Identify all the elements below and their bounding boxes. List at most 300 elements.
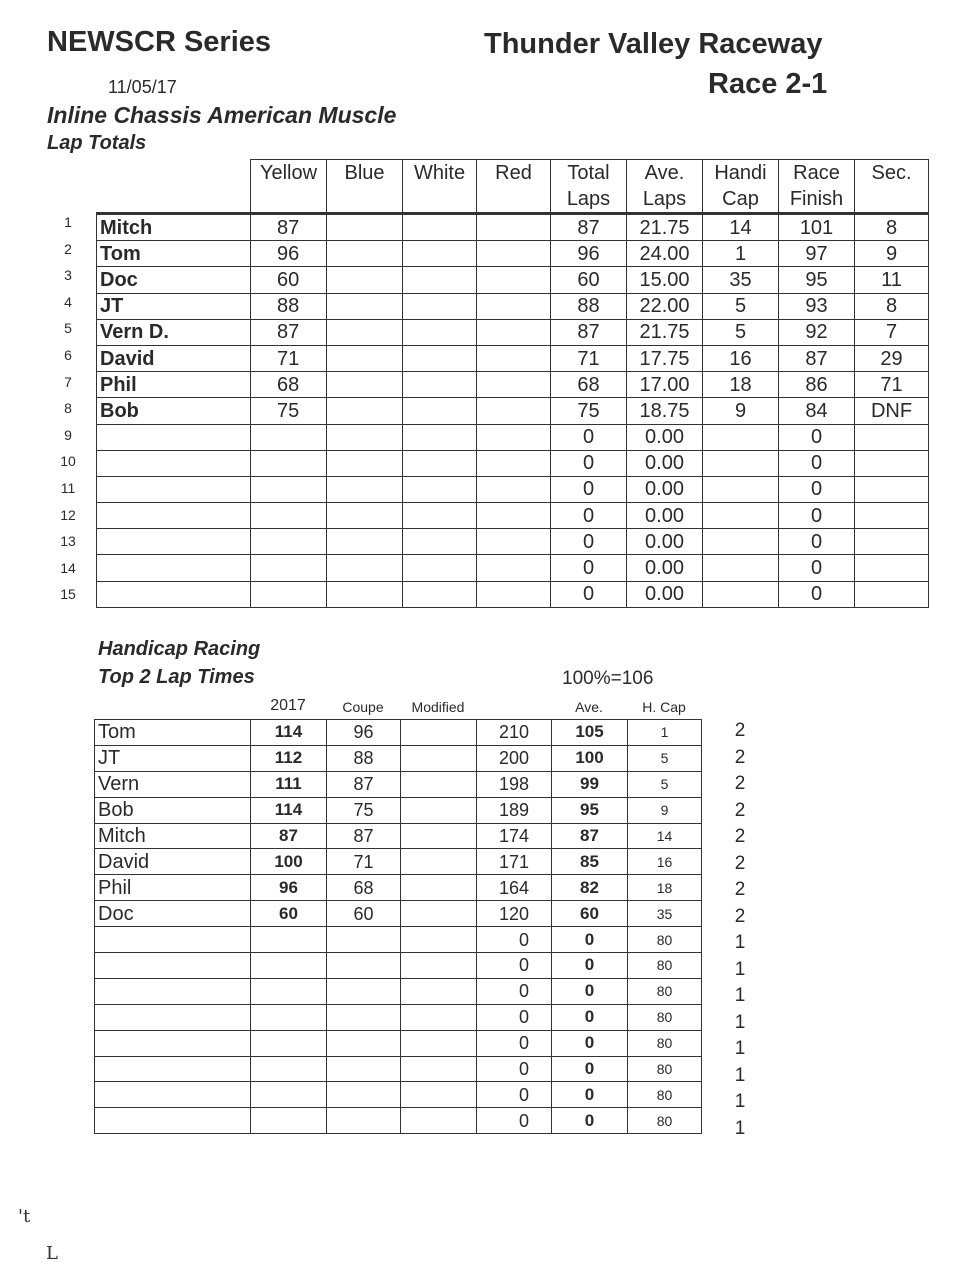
cell-modified xyxy=(401,823,477,849)
cell-total: 87 xyxy=(551,214,627,241)
column-header xyxy=(403,160,477,214)
row-number: 2 xyxy=(64,240,72,257)
percent-note: 100%=106 xyxy=(562,668,654,689)
row-count: 1 xyxy=(734,1064,746,1086)
cell-blue xyxy=(327,555,403,581)
cell-ave: 0 xyxy=(552,1108,628,1134)
cell-2017 xyxy=(251,953,327,979)
cell-2017: 111 xyxy=(251,771,327,797)
cell-ave: 0.00 xyxy=(627,529,703,555)
cell-2017 xyxy=(251,978,327,1004)
row-count: 1 xyxy=(734,1117,746,1139)
cell-sec: 8 xyxy=(855,293,929,319)
column-header xyxy=(627,160,703,214)
cell-coupe: 88 xyxy=(327,745,401,771)
cell-total: 0 xyxy=(477,978,552,1004)
cell-coupe: 60 xyxy=(327,901,401,927)
col-ave-header: Ave. xyxy=(575,699,603,715)
cell-total: 60 xyxy=(551,267,627,293)
cell-2017 xyxy=(251,1004,327,1030)
cell-2017: 114 xyxy=(251,720,327,746)
column-header-line1: White xyxy=(413,162,466,184)
cell-handicap: 18 xyxy=(703,372,779,398)
table-row xyxy=(95,745,702,771)
cell-total: 171 xyxy=(477,849,552,875)
cell-modified xyxy=(401,771,477,797)
table-row xyxy=(95,1082,702,1108)
cell-sec: 11 xyxy=(855,267,929,293)
cell-total: 0 xyxy=(551,581,627,607)
cell-coupe xyxy=(327,1056,401,1082)
cell-ave: 0 xyxy=(552,1082,628,1108)
cell-white xyxy=(403,476,477,502)
cell-yellow: 68 xyxy=(251,372,327,398)
cell-total: 0 xyxy=(551,450,627,476)
cell-red xyxy=(477,555,551,581)
cell-total: 88 xyxy=(551,293,627,319)
cell-total: 174 xyxy=(477,823,552,849)
table-row xyxy=(95,771,702,797)
row-count: 2 xyxy=(734,826,746,847)
cell-red xyxy=(477,476,551,502)
cell-ave: 0.00 xyxy=(627,503,703,529)
row-count: 1 xyxy=(734,985,746,1006)
cell-coupe xyxy=(327,978,401,1004)
cell-modified xyxy=(401,797,477,823)
cell-coupe: 96 xyxy=(327,720,401,746)
row-number: 5 xyxy=(64,320,72,337)
driver-name: Doc xyxy=(97,267,251,293)
driver-name: JT xyxy=(97,293,251,319)
cell-yellow xyxy=(251,424,327,450)
cell-2017: 100 xyxy=(251,849,327,875)
cell-finish: 92 xyxy=(779,319,855,345)
cell-red xyxy=(477,503,551,529)
cell-blue xyxy=(327,398,403,424)
cell-sec xyxy=(855,581,929,607)
cell-total: 198 xyxy=(477,771,552,797)
cell-handicap: 35 xyxy=(703,267,779,293)
cell-red xyxy=(477,319,551,345)
cell-sec: 7 xyxy=(855,319,929,345)
cell-hcap: 80 xyxy=(628,953,702,979)
cell-hcap: 80 xyxy=(628,1030,702,1056)
table-row xyxy=(97,581,929,607)
table-row xyxy=(97,476,929,502)
column-header xyxy=(551,160,627,214)
header-blank xyxy=(97,160,251,214)
table-row xyxy=(95,720,702,746)
table-row xyxy=(97,555,929,581)
cell-modified xyxy=(401,1082,477,1108)
cell-total: 0 xyxy=(477,1056,552,1082)
column-header xyxy=(779,160,855,214)
cell-yellow: 87 xyxy=(251,214,327,241)
cell-red xyxy=(477,450,551,476)
cell-modified xyxy=(401,875,477,901)
cell-ave: 95 xyxy=(552,797,628,823)
cell-total: 71 xyxy=(551,345,627,371)
driver-name: Bob xyxy=(95,797,251,823)
cell-white xyxy=(403,319,477,345)
table-row xyxy=(97,214,929,241)
row-number: 6 xyxy=(64,347,72,363)
cell-hcap: 9 xyxy=(628,797,702,823)
table-row xyxy=(97,450,929,476)
column-header xyxy=(855,160,929,214)
cell-handicap: 9 xyxy=(703,398,779,424)
cell-hcap: 5 xyxy=(628,745,702,771)
cell-ave: 0 xyxy=(552,1056,628,1082)
cell-sec xyxy=(855,529,929,555)
cell-handicap: 5 xyxy=(703,293,779,319)
cell-sec: 71 xyxy=(855,372,929,398)
cell-blue xyxy=(327,503,403,529)
section-lap-totals: Lap Totals xyxy=(47,132,147,154)
cell-total: 0 xyxy=(477,927,552,953)
cell-modified xyxy=(401,901,477,927)
table-row xyxy=(97,293,929,319)
driver-name: David xyxy=(95,849,251,875)
table-row xyxy=(97,424,929,450)
column-header xyxy=(703,160,779,214)
row-number: 14 xyxy=(60,559,76,576)
table-row xyxy=(97,241,929,267)
cell-ave: 0 xyxy=(552,978,628,1004)
cell-ave: 21.75 xyxy=(627,214,703,241)
cell-coupe: 75 xyxy=(327,797,401,823)
cell-ave: 22.00 xyxy=(627,293,703,319)
cell-finish: 86 xyxy=(779,372,855,398)
cell-ave: 0 xyxy=(552,927,628,953)
table-row xyxy=(97,503,929,529)
column-header-line2: Cap xyxy=(722,188,759,210)
cell-total: 68 xyxy=(551,372,627,398)
driver-name xyxy=(97,581,251,607)
margin-mark-2: L xyxy=(46,1243,58,1264)
table-row xyxy=(95,978,702,1004)
cell-handicap: 14 xyxy=(703,214,779,241)
cell-white xyxy=(403,214,477,241)
col-2017-header: 2017 xyxy=(270,697,306,714)
cell-sec xyxy=(855,476,929,502)
table-row xyxy=(97,529,929,555)
cell-hcap: 5 xyxy=(628,771,702,797)
cell-coupe xyxy=(327,927,401,953)
cell-ave: 87 xyxy=(552,823,628,849)
cell-yellow xyxy=(251,476,327,502)
table-row xyxy=(95,1108,702,1134)
cell-hcap: 18 xyxy=(628,875,702,901)
row-count: 1 xyxy=(734,958,746,980)
driver-name: Vern xyxy=(95,771,251,797)
cell-white xyxy=(403,581,477,607)
row-number: 10 xyxy=(60,453,76,470)
cell-ave: 100 xyxy=(552,745,628,771)
cell-yellow xyxy=(251,450,327,476)
cell-total: 0 xyxy=(477,1030,552,1056)
row-number: 8 xyxy=(64,400,72,417)
cell-handicap: 1 xyxy=(703,241,779,267)
cell-finish: 95 xyxy=(779,267,855,293)
driver-name xyxy=(95,1082,251,1108)
cell-2017: 96 xyxy=(251,875,327,901)
driver-name: Phil xyxy=(95,875,251,901)
cell-finish: 97 xyxy=(779,241,855,267)
cell-hcap: 80 xyxy=(628,1108,702,1134)
cell-blue xyxy=(327,345,403,371)
cell-total: 75 xyxy=(551,398,627,424)
column-header-line1: Sec. xyxy=(871,162,912,184)
driver-name: Bob xyxy=(97,398,251,424)
table-row xyxy=(95,1004,702,1030)
cell-red xyxy=(477,267,551,293)
row-count: 2 xyxy=(734,720,746,741)
cell-coupe xyxy=(327,1030,401,1056)
cell-finish: 0 xyxy=(779,424,855,450)
cell-yellow: 87 xyxy=(251,319,327,345)
column-header xyxy=(477,160,551,214)
cell-coupe: 87 xyxy=(327,823,401,849)
cell-modified xyxy=(401,849,477,875)
cell-blue xyxy=(327,372,403,398)
cell-red xyxy=(477,372,551,398)
table-row xyxy=(95,901,702,927)
cell-total: 0 xyxy=(551,555,627,581)
cell-hcap: 16 xyxy=(628,849,702,875)
cell-modified xyxy=(401,1030,477,1056)
row-number: 1 xyxy=(64,214,72,230)
cell-ave: 17.75 xyxy=(627,345,703,371)
cell-sec: 9 xyxy=(855,241,929,267)
cell-coupe: 87 xyxy=(327,771,401,797)
handicap-table xyxy=(94,719,702,1134)
driver-name xyxy=(95,1030,251,1056)
cell-sec xyxy=(855,450,929,476)
cell-finish: 0 xyxy=(779,581,855,607)
row-number: 11 xyxy=(60,480,76,496)
row-count: 1 xyxy=(734,1038,746,1059)
driver-name xyxy=(95,1004,251,1030)
cell-total: 0 xyxy=(551,424,627,450)
cell-total: 87 xyxy=(551,319,627,345)
cell-total: 0 xyxy=(477,1108,552,1134)
cell-coupe: 71 xyxy=(327,849,401,875)
row-count: 1 xyxy=(734,932,746,953)
cell-modified xyxy=(401,1056,477,1082)
row-number: 12 xyxy=(60,506,76,523)
cell-yellow: 60 xyxy=(251,267,327,293)
cell-2017 xyxy=(251,1030,327,1056)
cell-ave: 0 xyxy=(552,953,628,979)
row-count: 2 xyxy=(734,905,746,927)
driver-name: Vern D. xyxy=(97,319,251,345)
cell-ave: 0 xyxy=(552,1004,628,1030)
column-header-line2: Laps xyxy=(566,188,611,210)
cell-total: 120 xyxy=(477,901,552,927)
race-date: 11/05/17 xyxy=(108,77,177,97)
cell-ave: 24.00 xyxy=(627,241,703,267)
cell-modified xyxy=(401,1108,477,1134)
cell-finish: 0 xyxy=(779,503,855,529)
cell-2017 xyxy=(251,927,327,953)
cell-white xyxy=(403,241,477,267)
cell-white xyxy=(403,555,477,581)
cell-sec xyxy=(855,424,929,450)
cell-ave: 21.75 xyxy=(627,319,703,345)
cell-sec: 8 xyxy=(855,214,929,241)
cell-2017: 112 xyxy=(251,745,327,771)
cell-yellow: 71 xyxy=(251,345,327,371)
cell-blue xyxy=(327,267,403,293)
cell-total: 96 xyxy=(551,241,627,267)
driver-name: Tom xyxy=(95,720,251,746)
lap-totals-table xyxy=(96,159,929,608)
cell-2017: 60 xyxy=(251,901,327,927)
column-header-line1: Yellow xyxy=(259,162,318,184)
cell-red xyxy=(477,398,551,424)
cell-sec xyxy=(855,555,929,581)
cell-coupe: 68 xyxy=(327,875,401,901)
cell-white xyxy=(403,345,477,371)
cell-red xyxy=(477,214,551,241)
cell-modified xyxy=(401,1004,477,1030)
row-number: 4 xyxy=(64,293,72,310)
cell-handicap xyxy=(703,450,779,476)
cell-ave: 105 xyxy=(552,720,628,746)
driver-name xyxy=(95,927,251,953)
row-count: 1 xyxy=(734,1091,746,1112)
cell-coupe xyxy=(327,1004,401,1030)
cell-ave: 0 xyxy=(552,1030,628,1056)
row-number: 3 xyxy=(64,267,72,284)
cell-yellow xyxy=(251,581,327,607)
cell-white xyxy=(403,398,477,424)
handicap-subtitle: Top 2 Lap Times xyxy=(98,666,255,688)
cell-2017 xyxy=(251,1056,327,1082)
cell-red xyxy=(477,529,551,555)
handicap-title: Handicap Racing xyxy=(98,638,261,660)
cell-hcap: 14 xyxy=(628,823,702,849)
cell-white xyxy=(403,529,477,555)
cell-finish: 0 xyxy=(779,476,855,502)
cell-white xyxy=(403,450,477,476)
cell-coupe xyxy=(327,953,401,979)
driver-name xyxy=(95,1056,251,1082)
col-hcap-header: H. Cap xyxy=(642,699,686,715)
cell-red xyxy=(477,293,551,319)
cell-ave: 15.00 xyxy=(627,267,703,293)
driver-name: Tom xyxy=(97,241,251,267)
margin-mark-1: 't xyxy=(18,1206,31,1227)
cell-total: 0 xyxy=(551,529,627,555)
cell-finish: 0 xyxy=(779,555,855,581)
cell-yellow xyxy=(251,529,327,555)
driver-name xyxy=(97,476,251,502)
row-count: 1 xyxy=(734,1011,746,1033)
cell-total: 0 xyxy=(477,1082,552,1108)
cell-finish: 84 xyxy=(779,398,855,424)
cell-red xyxy=(477,424,551,450)
cell-yellow: 75 xyxy=(251,398,327,424)
cell-total: 0 xyxy=(551,476,627,502)
row-count: 2 xyxy=(734,852,746,874)
cell-hcap: 80 xyxy=(628,978,702,1004)
driver-name: Mitch xyxy=(95,823,251,849)
cell-ave: 0.00 xyxy=(627,424,703,450)
cell-red xyxy=(477,345,551,371)
cell-ave: 0.00 xyxy=(627,476,703,502)
cell-2017: 87 xyxy=(251,823,327,849)
table-row xyxy=(95,927,702,953)
track-name: Thunder Valley Raceway xyxy=(484,28,823,60)
row-count: 2 xyxy=(734,746,746,768)
cell-yellow xyxy=(251,503,327,529)
cell-2017: 114 xyxy=(251,797,327,823)
cell-ave: 18.75 xyxy=(627,398,703,424)
column-header xyxy=(251,160,327,214)
cell-modified xyxy=(401,978,477,1004)
table-row xyxy=(95,823,702,849)
table-row xyxy=(95,849,702,875)
cell-coupe xyxy=(327,1082,401,1108)
cell-finish: 93 xyxy=(779,293,855,319)
cell-coupe xyxy=(327,1108,401,1134)
driver-name: Doc xyxy=(95,901,251,927)
cell-total: 0 xyxy=(477,1004,552,1030)
cell-2017 xyxy=(251,1108,327,1134)
cell-sec: 29 xyxy=(855,345,929,371)
table-row xyxy=(97,267,929,293)
cell-handicap: 5 xyxy=(703,319,779,345)
cell-white xyxy=(403,372,477,398)
cell-total: 210 xyxy=(477,720,552,746)
cell-sec: DNF xyxy=(855,398,929,424)
cell-2017 xyxy=(251,1082,327,1108)
driver-name xyxy=(97,555,251,581)
row-count: 2 xyxy=(734,799,746,821)
cell-handicap xyxy=(703,581,779,607)
cell-modified xyxy=(401,927,477,953)
cell-finish: 87 xyxy=(779,345,855,371)
cell-red xyxy=(477,581,551,607)
row-number: 9 xyxy=(64,426,72,443)
class-name: Inline Chassis American Muscle xyxy=(47,102,397,128)
column-header-line2: Finish xyxy=(789,188,844,210)
cell-modified xyxy=(401,720,477,746)
table-row xyxy=(95,953,702,979)
cell-ave: 0.00 xyxy=(627,555,703,581)
table-row xyxy=(95,1056,702,1082)
cell-yellow: 96 xyxy=(251,241,327,267)
driver-name xyxy=(95,1108,251,1134)
cell-yellow xyxy=(251,555,327,581)
cell-blue xyxy=(327,424,403,450)
cell-hcap: 35 xyxy=(628,901,702,927)
cell-ave: 82 xyxy=(552,875,628,901)
cell-white xyxy=(403,424,477,450)
cell-modified xyxy=(401,953,477,979)
cell-total: 189 xyxy=(477,797,552,823)
table-row xyxy=(97,345,929,371)
cell-ave: 85 xyxy=(552,849,628,875)
series-title: NEWSCR Series xyxy=(47,26,272,58)
row-number: 13 xyxy=(60,533,76,550)
table-row xyxy=(97,398,929,424)
cell-handicap xyxy=(703,503,779,529)
cell-total: 0 xyxy=(477,953,552,979)
cell-blue xyxy=(327,450,403,476)
